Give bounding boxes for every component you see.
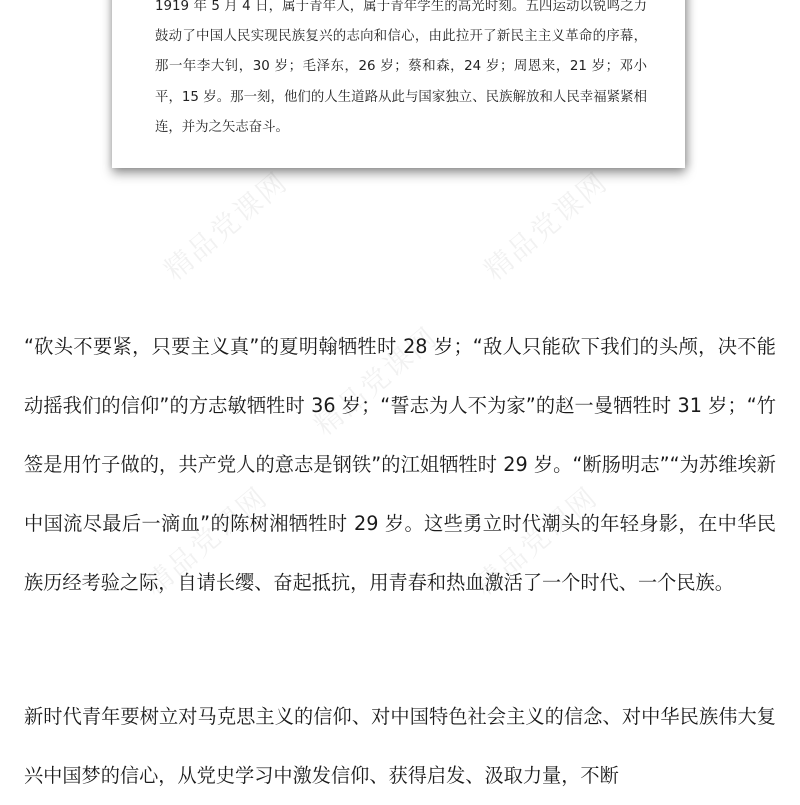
body-paragraph: “砍头不要紧，只要主义真”的夏明翰牺牲时 28 岁；“敌人只能砍下我们的头颅，决不能动摇我们的信仰”的方志敏牺牲时 36 岁；“誓志为人不为家”的赵一曼牺牲时 31 岁；“竹签是用竹子做的，共产党人的意志是钢铁”的江姐牺牲时 29 岁。“断肠明志”“为苏维埃新中国流尽最后一滴血”的陈树湘牺牲时 29 岁。这些勇立时代潮头的年轻身影，在中华民族历经考验之际，自请长缨、奋起抵抗，用青春和热血激活了一个时代、一个民族。 [24, 335, 776, 594]
watermark: 精品党课网 [467, 480, 605, 603]
watermark: 精品党课网 [477, 165, 615, 288]
watermark: 精品党课网 [157, 165, 295, 288]
watermark: 精品党课网 [137, 480, 275, 603]
body-paragraph: 新时代青年要树立对马克思主义的信仰、对中国特色社会主义的信念、对中华民族伟大复兴中国梦的信心，从党史学习中激发信仰、获得启发、汲取力量，不断 [24, 705, 776, 787]
quote-text: 1919 年 5 月 4 日，属于青年人，属于青年学生的高光时刻。五四运动以锐鸣之力鼓动了中国人民实现民族复兴的志向和信心，由此拉开了新民主主义革命的序幕，那一年李大钊，30 岁；毛泽东，26 岁；蔡和森，24 岁；周恩来，21 岁；邓小平，15 岁。那一刻，他们的人生道路从此与国家独立、民族解放和人民幸福紧紧相连，并为之矢志奋斗。 [155, 0, 647, 135]
watermark: 精品党课网 [307, 320, 445, 443]
quote-card [112, 0, 685, 168]
